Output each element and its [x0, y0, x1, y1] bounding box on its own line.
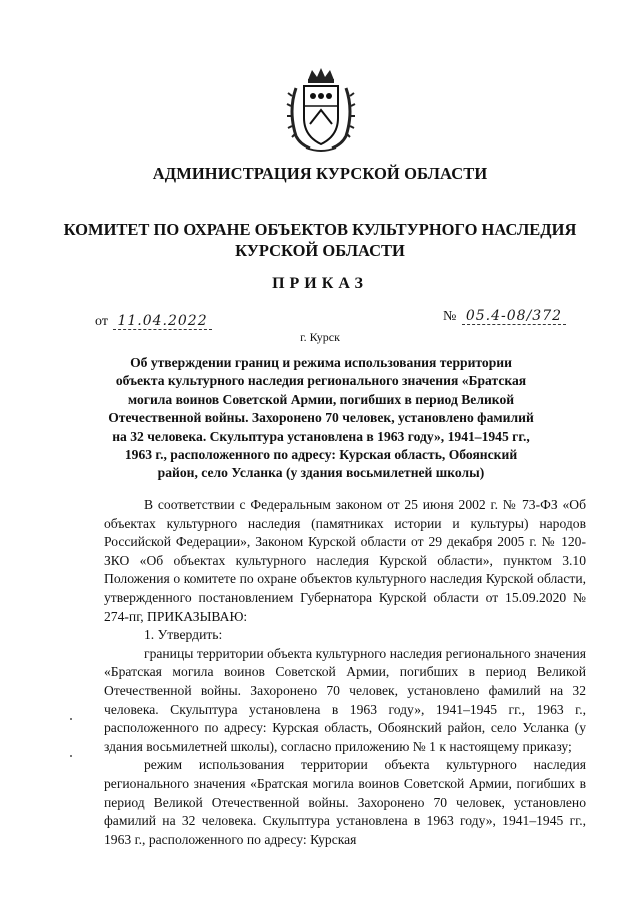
city: г. Курск	[300, 330, 340, 344]
paragraph-approve: 1. Утвердить:	[144, 627, 223, 643]
number-line	[443, 308, 566, 325]
from-label: от	[95, 314, 108, 329]
paragraph-legal-basis: В соответствии с Федеральным законом от 25 июня 2002 г. № 73-ФЗ «Об объектах культурного наследия (памятниках истории и культуры) народов Российской Федерации», Законом Курской области от 29 декабря 2005 г. № 120-ЗКО «Об объектах культурного наследия Курской области», пунктом 3.10 Положения о комитете по охране объектов культурного наследия Курской области, утвержденного постановлением Губернатора Курской области от 15.09.2020 № 274-пг, ПРИКАЗЫВАЮ:	[104, 497, 586, 624]
date-line	[95, 313, 212, 330]
margin-mark	[70, 755, 72, 757]
paragraph-territory-boundaries: границы территории объекта культурного наследия регионального значения «Братская могила воинов Советской Армии, погибших в период Великой Отечественной войны. Захоронено 70 человек, установлено фамилий на 32 человека. Скульптура установлена в 1963 году», 1941–1945 гг., 1963 г., расположенного по адресу: Курская область, Обоянский район, село Усланка (у здания восьмилетней школы), согласно приложению № 1 к настоящему приказу;	[104, 645, 586, 754]
number-label: №	[443, 309, 457, 324]
handwritten-number: 05.4-08/372	[462, 308, 566, 325]
order-body	[104, 496, 586, 849]
handwritten-date: 11.04.2022	[113, 313, 211, 330]
coat-of-arms-emblem	[286, 66, 356, 156]
margin-mark	[70, 718, 72, 720]
order-subject: Об утверждении границ и режима использования территории объекта культурного наследия регионального значения «Братская могила воинов Советской Армии, погибших в период Великой Отечественной войны. Захоронено 70 человек, установлено фамилий на 32 человека. Скульптура установлена в 1963 году», 1941–1945 гг., 1963 г., расположенного по адресу: Курская область, Обоянский район, село Усланка (у здания восьмилетней школы)	[108, 355, 534, 481]
document-type: ПРИКАЗ	[272, 275, 368, 292]
administration-title: АДМИНИСТРАЦИЯ КУРСКОЙ ОБЛАСТИ	[152, 164, 488, 183]
committee-title	[0, 219, 640, 261]
paragraph-usage-regime: режим использования территории объекта культурного наследия регионального значения «Братская могила воинов Советской Армии, погибших в период Великой Отечественной войны. Захоронено 70 человек, установлено фамилий на 32 человека. Скульптура установлена в 1963 году», 1941–1945 гг., 1963 г., расположенного по адресу: Курская	[104, 757, 586, 847]
committee-line-2: КУРСКОЙ ОБЛАСТИ	[235, 241, 405, 260]
committee-line-1: КОМИТЕТ ПО ОХРАНЕ ОБЪЕКТОВ КУЛЬТУРНОГО НАСЛЕДИЯ	[63, 220, 577, 239]
